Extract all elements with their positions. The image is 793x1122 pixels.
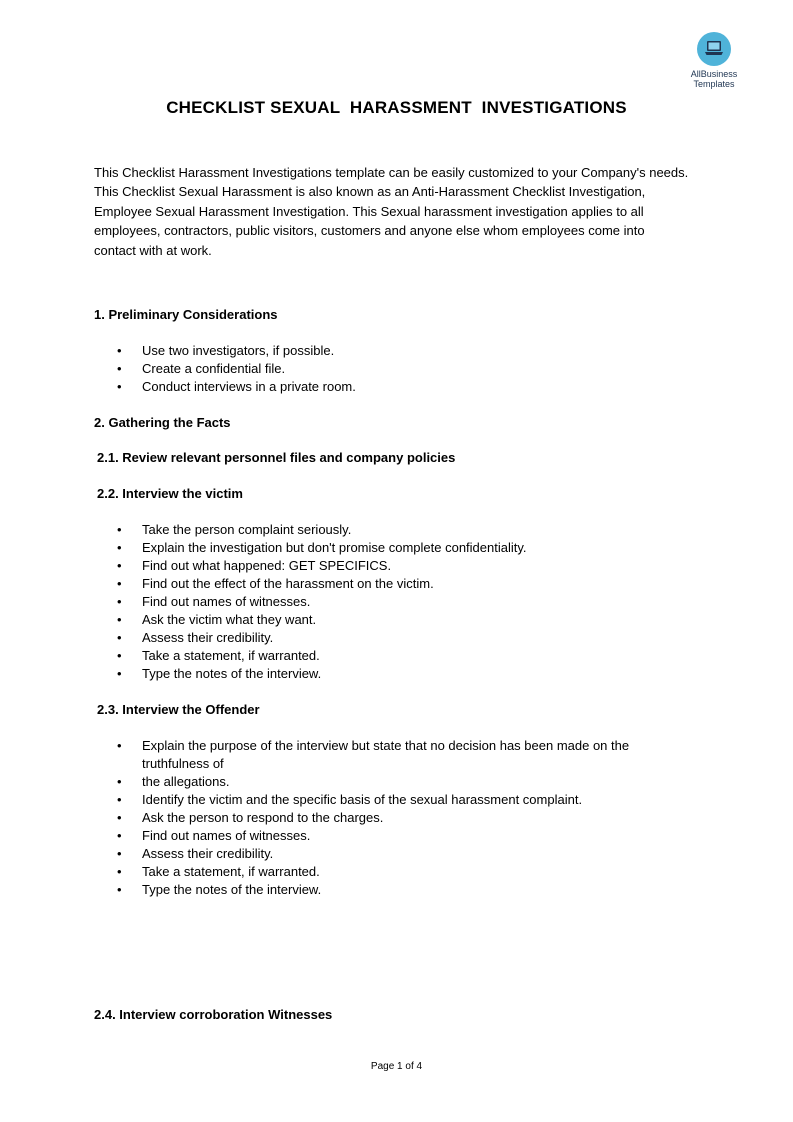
list-item: • Take the person complaint seriously. bbox=[94, 521, 674, 539]
section-heading-review-files: 2.1. Review relevant personnel files and company policies bbox=[97, 450, 456, 465]
list-item: • Take a statement, if warranted. bbox=[94, 863, 674, 881]
list-item: • Identify the victim and the specific basis of the sexual harassment complaint. bbox=[94, 791, 674, 809]
list-item: • Assess their credibility. bbox=[94, 629, 674, 647]
intro-line: This Checklist Sexual Harassment is also known as an Anti-Harassment Checklist Investigation, bbox=[94, 184, 646, 200]
preliminary-list bbox=[94, 342, 674, 396]
list-item: • Find out the effect of the harassment on the victim. bbox=[94, 575, 674, 593]
list-item: • Type the notes of the interview. bbox=[94, 665, 674, 683]
list-item: • Find out names of witnesses. bbox=[94, 827, 674, 845]
document-title: CHECKLIST SEXUAL HARASSMENT INVESTIGATIONS bbox=[166, 98, 627, 117]
intro-line: contact with at work. bbox=[94, 242, 212, 258]
list-item: • Find out names of witnesses. bbox=[94, 593, 674, 611]
section-heading-gathering-facts: 2. Gathering the Facts bbox=[94, 415, 231, 430]
list-item: • Explain the investigation but don't promise complete confidentiality. bbox=[94, 539, 674, 557]
section-heading-preliminary: 1. Preliminary Considerations bbox=[94, 307, 278, 322]
list-item: • Assess their credibility. bbox=[94, 845, 674, 863]
laptop-icon bbox=[697, 32, 731, 66]
list-item: • Ask the victim what they want. bbox=[94, 611, 674, 629]
list-item: • Ask the person to respond to the charges. bbox=[94, 809, 674, 827]
list-item-continuation: truthfulness of bbox=[142, 756, 224, 771]
allbusiness-logo bbox=[680, 32, 748, 89]
list-item: • Use two investigators, if possible. bbox=[94, 342, 674, 360]
page-number: Page 1 of 4 bbox=[370, 1061, 423, 1072]
logo-line-2: Templates bbox=[693, 79, 735, 89]
list-item: • Conduct interviews in a private room. bbox=[94, 378, 674, 396]
intro-line: This Checklist Harassment Investigations template can be easily customized to your Company's needs. bbox=[94, 165, 689, 180]
list-item: • Find out what happened: GET SPECIFICS. bbox=[94, 557, 674, 575]
intro-paragraph bbox=[94, 163, 714, 260]
list-item: • Explain the purpose of the interview but state that no decision has been made on the bbox=[94, 737, 674, 755]
list-item: • Type the notes of the interview. bbox=[94, 881, 674, 899]
interview-offender-list bbox=[94, 737, 674, 899]
section-heading-interview-offender: 2.3. Interview the Offender bbox=[97, 702, 260, 717]
section-heading-witnesses: 2.4. Interview corroboration Witnesses bbox=[94, 1007, 333, 1022]
list-item: • Create a confidential file. bbox=[94, 360, 674, 378]
list-item: • Take a statement, if warranted. bbox=[94, 647, 674, 665]
section-heading-interview-victim: 2.2. Interview the victim bbox=[97, 486, 243, 501]
logo-line-1: AllBusiness bbox=[690, 69, 738, 79]
interview-victim-list bbox=[94, 521, 674, 683]
intro-line: Employee Sexual Harassment Investigation. This Sexual harassment investigation applies to all bbox=[94, 203, 644, 219]
list-item: • the allegations. bbox=[94, 773, 674, 791]
intro-line: employees, contractors, public visitors, customers and anyone else whom employees come into bbox=[94, 223, 645, 239]
